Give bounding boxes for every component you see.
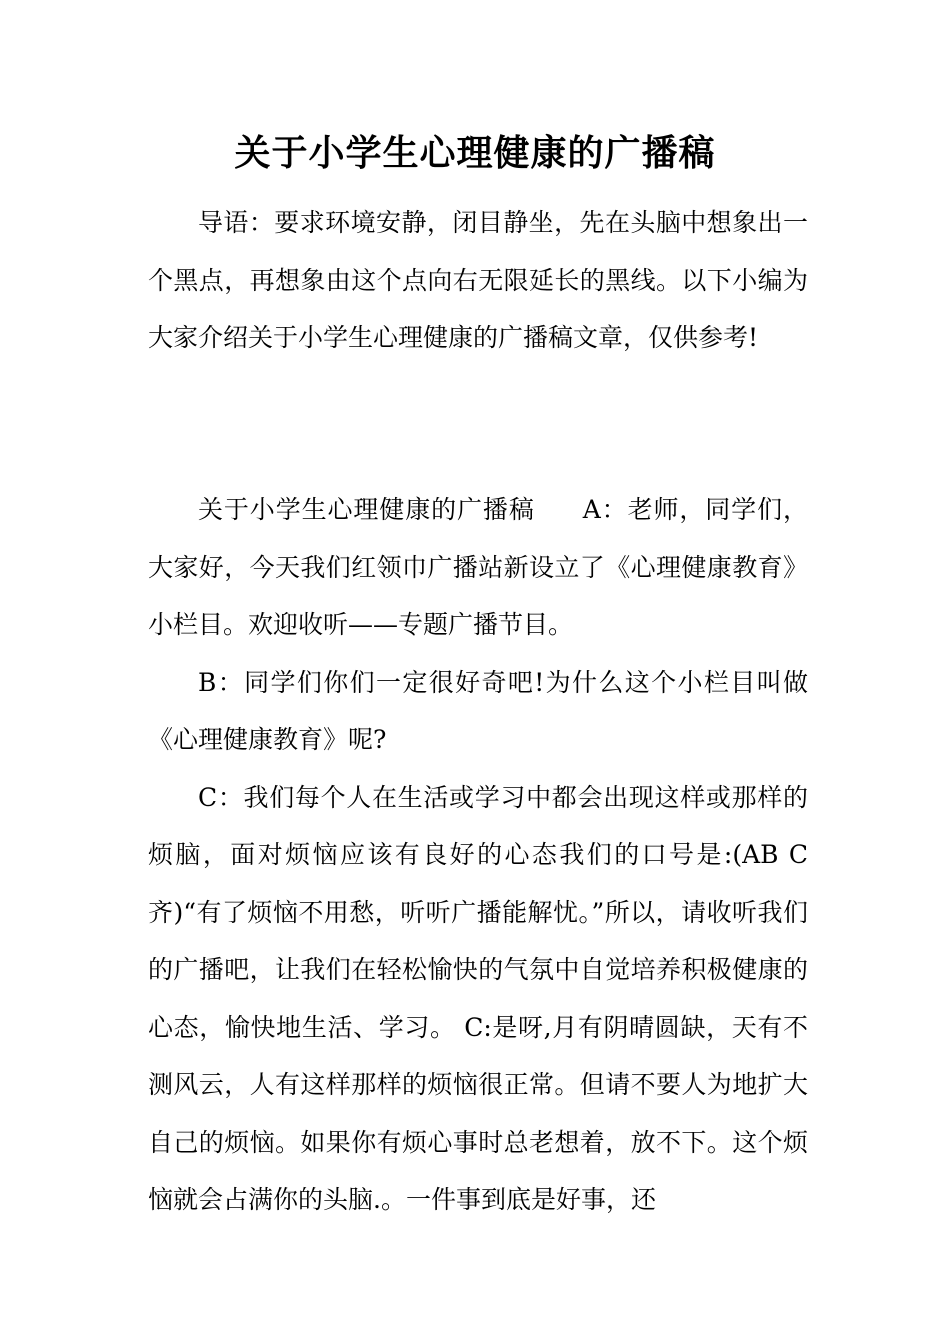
paragraph-1 bbox=[148, 481, 808, 654]
main-section bbox=[148, 481, 808, 1229]
intro-paragraph: 导语：要求环境安静，闭目静坐，先在头脑中想象出一个黑点，再想象由这个点向右无限延长的黑线。以下小编为大家介绍关于小学生心理健康的广播稿文章，仅供参考! bbox=[148, 208, 808, 352]
document-title: 关于小学生心理健康的广播稿 bbox=[234, 132, 716, 174]
section-heading: 关于小学生心理健康的广播稿 bbox=[198, 495, 535, 524]
paragraph-2: B：同学们你们一定很好奇吧!为什么这个小栏目叫做《心理健康教育》呢? bbox=[148, 667, 808, 754]
paragraph-3: C：我们每个人在生活或学习中都会出现这样或那样的烦脑，面对烦恼应该有良好的心态我们的口号是:(AB C齐)“有了烦恼不用愁，听听广播能解忧。”所以，请收听我们的广播吧，让我们在轻松愉快的气氛中自觉培养积极健康的心态，愉快地生活、学习。 C:是呀,月有阴晴圆缺，天有不测风云，人有这样那样的烦恼很正常。但请不要人为地扩大自己的烦恼。如果你有烦心事时总老想着，放不下。这个烦恼就会占满你的头脑.。一件事到底是好事，还 bbox=[148, 782, 808, 1214]
intro-section bbox=[148, 194, 808, 367]
paragraph-1-text: A：老师，同学们，大家好，今天我们红领巾广播站新设立了《心理健康教育》小栏目。欢迎收听——专题广播节目。 bbox=[148, 495, 808, 639]
